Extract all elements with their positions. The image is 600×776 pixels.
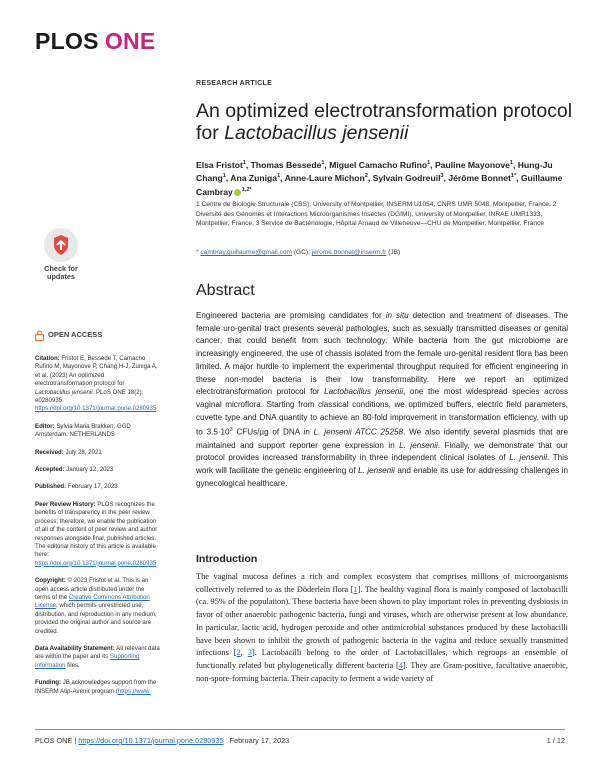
check-updates-icon <box>44 228 78 262</box>
email-link-cambray[interactable]: cambray.guillaume@gmail.com <box>200 249 292 256</box>
author[interactable]: Ana Zuniga$^1$ <box>230 173 281 184</box>
author[interactable]: Hung-Ju Chang$^1$ <box>196 159 553 184</box>
citation-doi-link[interactable]: https://doi.org/10.1371/journal.pone.0280935 <box>35 405 157 413</box>
accepted-date: Accepted: January 12, 2023 <box>35 466 114 474</box>
author[interactable]: Sylvain Godreuil$^3$ <box>372 173 444 184</box>
title-pre: for <box>196 122 225 144</box>
author[interactable]: Pauline Mayonove$^1$ <box>434 159 513 170</box>
ref-link[interactable]: 3 <box>247 648 252 658</box>
abstract-heading: Abstract <box>196 282 255 299</box>
peer-review-history: Peer Review History: PLOS recognizes the benefits of transparency in the peer review process; therefore, we enable the publication of all of the content of peer review and author responses alongside final, published articles. The editorial history of this article is available here: https://doi.org/10.1371/journal.pone.0280935 <box>35 500 158 567</box>
funding: Funding: JB acknowledges support from the INSERM Atip-Avenir program (https://www. <box>35 679 157 695</box>
funding-link[interactable]: https://www. <box>117 687 151 695</box>
ref-link[interactable]: 2 <box>236 648 241 658</box>
journal-logo[interactable] <box>35 28 156 55</box>
email-link-bonnet[interactable]: jerome.bonnet@inserm.fr <box>311 249 387 256</box>
footer-date: February 17, 2023 <box>229 736 290 745</box>
footer-citation: PLOS ONE | https://doi.org/10.1371/journal.pone.0280935 February 17, 2023 <box>35 736 290 745</box>
logo-plos: PLOS <box>35 28 99 54</box>
author[interactable]: Thomas Bessede$^1$ <box>250 159 325 170</box>
orcid-icon[interactable] <box>234 189 241 196</box>
editor: Editor: Sylvia Maria Brakken, GGD Amsterdam, NETHERLANDS <box>35 422 131 439</box>
title-line1: An optimized electrotransformation protocol <box>196 100 573 122</box>
license-link[interactable]: Creative Commons Attribution License <box>35 593 150 610</box>
data-availability: Data Availability Statement: All relevant data are within the paper and its Supporting Information files. <box>35 644 160 669</box>
correspondence: * cambray.guillaume@gmail.com (GC); jerome.bonnet@inserm.fr (JB) <box>196 249 401 256</box>
page-footer <box>35 729 565 745</box>
abstract-body: Engineered bacteria are promising candidates for in situ detection and treatment of diseases. The female uro-genital tract presents several pathologies, such as sexually transmitted diseases or genital cancer, that could benefit from such technology. While bacteria from the gut microbiome are increasingly engineered, the use of chassis isolated from the female uro-genital resident flora has been limited. A major hurdle to implement the experimental throughput required for efficient engineering in these non-model bacteria is their low transformability. Here we report an optimized electrotransformation protocol for Lactobacillus jensenii, one the most widespread species across vaginal microflora. Starting from classical conditions, we optimized buffers, electric field parameters, cuvette type and DNA quantity to achieve an 80-fold improvement in transformation efficiency, with up to $3.5\cdot 10^3$ CFUs/µg of DNA in L. jensenii ATCC 25258. We also identify several plasmids that are maintained and support reporter gene expression in L. jensenii. Finally, we demonstrate that our protocol provides increased transformability in three independent clinical isolates of L. jensenii. This work will facilitate the genetic engineering of L. jensenii and enable its use for addressing challenges in gynecological healthcare. <box>196 311 569 488</box>
introduction-body: The vaginal mucosa defines a rich and complex ecosystem that comprises millions of microorganisms collectively referred to as the Döderlein flora [1]. The healthy vaginal flora is mainly composed of lactobacilli (ca. 95% of the population). These bacteria have been shown to play important roles in preventing dysbiosis in favor of other anaerobic pathogenic bacteria, fungi and viruses, which are otherwise present at low abundance. In particular, lactic acid, hydrogen peroxide and other antimicrobial substances produced by these lactobacilli have been shown to inhibit the growth of pathogenic bacteria in the vagina and reduce sexually transmitted infections [2, 3]. Lactobacilli belong to the order of Lactobacillales, which regroups an ensemble of functionally related but phylogenetically different bacteria [4]. They are Gram-positive, facultative anaerobic, non-spore-forming bacteria. Their capacity to ferment a wide variety of <box>196 572 569 683</box>
article-title <box>196 100 576 144</box>
received-date: Received: July 28, 2021 <box>35 448 102 456</box>
author[interactable]: Guillaume Cambray $^{1,2*}$ <box>196 173 563 197</box>
footer-doi-link[interactable]: https://doi.org/10.1371/journal.pone.0280935 <box>78 736 224 745</box>
page-number: 1 / 12 <box>546 736 565 745</box>
title-species: Lactobacillus jensenii <box>224 122 409 144</box>
article-sidebar <box>35 330 160 705</box>
check-for-updates-badge[interactable] <box>36 228 86 283</box>
open-access-badge: OPEN ACCESS <box>35 330 160 341</box>
author-list: Elsa Fristot$^1$, Thomas Bessede$^1$, Miguel Camacho Rufino$^1$, Pauline Mayonove$^1$, Hung-Ju Chang$^1$, Ana Zuniga$^1$, Anne-Laure Michon$^2$, Sylvain Godreuil$^3$, Jérôme Bonnet$^{1*}$, Guillaume Cambray $^{1,2*}$ <box>196 159 563 197</box>
author[interactable]: Elsa Fristot$^1$ <box>196 159 246 170</box>
published-date: Published: February 17, 2023 <box>35 483 118 491</box>
affiliations: 1 Centre de Biologie Structurale (CBS), University of Montpellier, INSERM U1054, CNRS UMR 5048, Montpellier, France, 2 Diversité des Génomes et Interactions Microorganismes Insectes (DGIMI), University of Montpellier, INRAE UMR1333, Montpellier, France, 3 Service de Bactériologie, Hôpital Arnaud de Villeneuve—CHU de Montpellier, Montpellier, France <box>196 201 557 228</box>
author[interactable]: Jérôme Bonnet$^{1*}$ <box>448 173 517 184</box>
citation: Citation: Fristot E, Bessede T, Camacho Rufino M, Mayonove P, Chang H-J, Zuniga A, et al. (2023) An optimized electrotransformation protocol for Lactobacillus jensenii. PLoS ONE 18(2): e0280935. https://doi.org/10.1371/journal.pone.0280935 <box>35 355 158 413</box>
supporting-info-link[interactable]: Supporting Information <box>35 653 140 669</box>
author[interactable]: Anne-Laure Michon$^2$ <box>284 173 368 184</box>
review-doi-link[interactable]: https://doi.org/10.1371/journal.pone.0280935 <box>35 559 157 567</box>
author[interactable]: Miguel Camacho Rufino$^1$ <box>329 159 431 170</box>
open-lock-icon <box>35 330 44 341</box>
copyright: Copyright: © 2023 Fristot et al. This is an open access article distributed under the terms of the Creative Commons Attribution License, which permits unrestricted use, distribution, and reproduction in any medium, provided the original author and source are credited. <box>35 577 157 635</box>
ref-link[interactable]: 4 <box>398 660 403 670</box>
ref-link[interactable]: 1 <box>353 584 358 594</box>
check-updates-label: Check for updates <box>44 264 78 281</box>
logo-one: ONE <box>104 28 156 54</box>
introduction-heading: Introduction <box>196 553 258 565</box>
article-type-label: RESEARCH ARTICLE <box>196 80 273 87</box>
